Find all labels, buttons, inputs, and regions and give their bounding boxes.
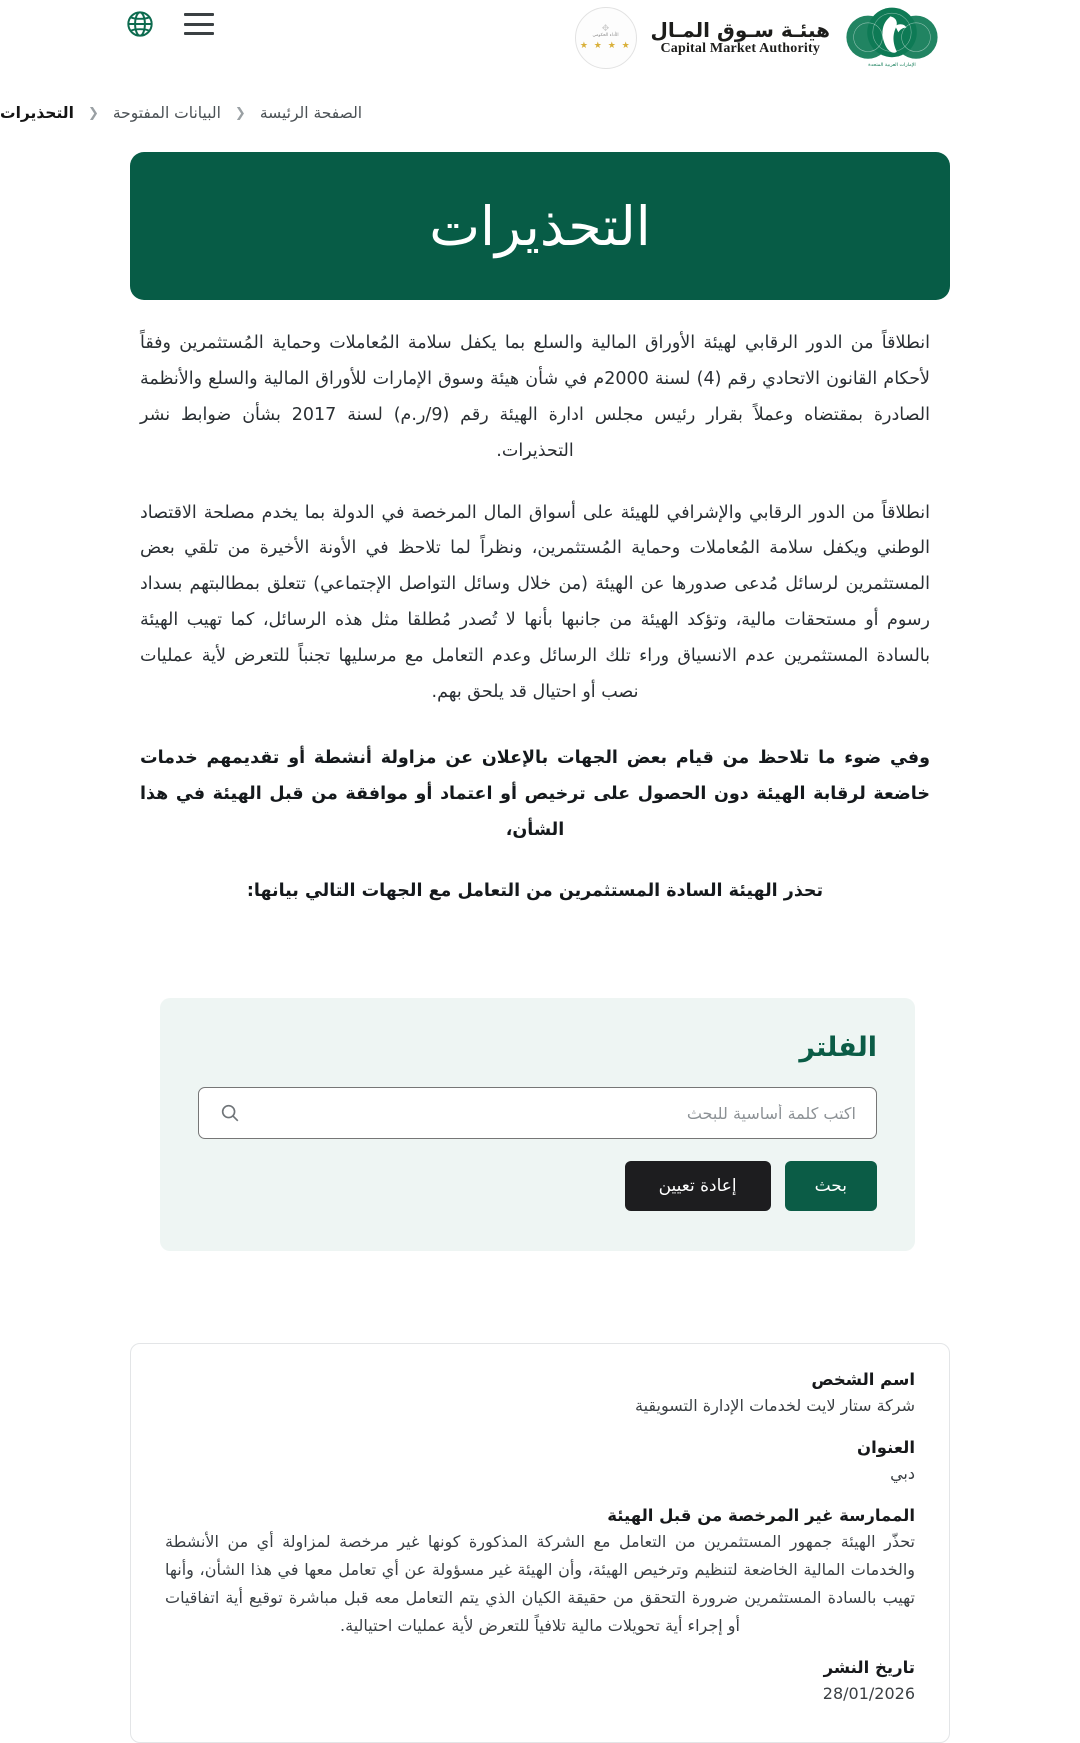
reset-button[interactable]: إعادة تعيين	[625, 1161, 771, 1211]
person-name-value: شركة ستار لايت لخدمات الإدارة التسويقية	[635, 1396, 915, 1416]
hamburger-menu-icon[interactable]	[184, 13, 214, 35]
badge-stars: ★ ★ ★ ★	[579, 40, 632, 51]
chevron-left-icon: ❮	[87, 105, 99, 121]
globe-icon[interactable]	[126, 10, 154, 38]
address-value: دبي	[890, 1464, 915, 1484]
logo-wordmark	[651, 19, 830, 56]
page-hero-banner	[130, 152, 950, 300]
search-button[interactable]: بحث	[785, 1161, 877, 1211]
page-title: التحذيرات	[429, 194, 651, 258]
search-field-wrapper[interactable]	[198, 1087, 877, 1139]
practice-value: تحذّر الهيئة جمهور المستثمرين من التعامل مع الشركة المذكورة كونها غير مرخصة لمزاولة أي من الأنشطة والخدمات المالية الخاضعة لتنظيم وترخيص الهيئة، وأن الهيئة غير مسؤولة عن أي تعامل معها في هذا الشأن، وأنها تهيب بالسادة المستثمرين ضرورة التحقق من حقيقة الكيان الذي يتم التعامل معه قبل مباشرة توقيع أية اتفاقيات أو إجراء أية تحويلات مالية تلافياً للتعرض لأية عمليات احتيالية.	[165, 1532, 915, 1636]
intro-paragraph-4: تحذر الهيئة السادة المستثمرين من التعامل مع الجهات التالي بيانها:	[246, 881, 824, 902]
svg-text:الإمارات العربية المتحدة: الإمارات العربية المتحدة	[868, 63, 916, 68]
publish-date-label: تاريخ النشر	[823, 1658, 915, 1678]
filter-panel	[160, 998, 915, 1251]
filter-title: الفلتر	[799, 1032, 877, 1064]
address-label: العنوان	[857, 1438, 915, 1458]
filter-actions	[198, 1161, 877, 1211]
person-name-label: اسم الشخص	[811, 1370, 915, 1390]
hamburger-bar	[184, 13, 214, 16]
search-icon	[219, 1102, 241, 1124]
breadcrumb-item-home[interactable]: الصفحة الرئيسة	[259, 104, 363, 122]
publish-date-value: 28/01/2026	[822, 1684, 915, 1704]
intro-paragraph-1: انطلاقاً من الدور الرقابي لهيئة الأوراق المالية والسلع بما يكفل سلامة المُعاملات وحماية المُستثمرين وفقاً لأحكام القانون الاتحادي رقم (4) لسنة 2000م في شأن هيئة وسوق الإمارات للأوراق المالية والسلع والأنظمة الصادرة بمقتضاه وعملاً بقرار رئيس مجلس ادارة الهيئة رقم (9/ر.م) لسنة 2017 بشأن ضوابط نشر التحذيرات.	[140, 333, 930, 461]
search-input[interactable]	[249, 1104, 856, 1123]
site-header	[0, 0, 1080, 74]
field-address	[165, 1438, 915, 1488]
hamburger-bar	[184, 32, 214, 35]
badge-mark-icon: ✥	[601, 24, 610, 35]
falcon-emblem-icon	[844, 5, 940, 71]
page-content	[0, 326, 1080, 910]
field-publish-date	[165, 1658, 915, 1708]
breadcrumb	[0, 74, 1080, 122]
cma-logo[interactable]	[575, 5, 940, 71]
warning-result-card	[130, 1343, 950, 1743]
intro-paragraph-2: انطلاقاً من الدور الرقابي والإشرافي للهيئة على أسواق المال المرخصة في الدولة بما يخدم مصلحة الاقتصاد الوطني ويكفل سلامة المُعاملات وحماية المُستثمرين، ونظراً لما تلاحظ في الأونة الأخيرة من تلقي بعض المستثمرين لرسائل مُدعى صدورها عن الهيئة (من خلال وسائل التواصل الإجتماعي) تتعلق بمطالبتهم بسداد رسوم أو مستحقات مالية، وتؤكد الهيئة من جانبها بأنها لا تُصدر مُطلقا مثل هذه الرسائل، كما تهيب الهيئة بالسادة المستثمرين عدم الانسياق وراء تلك الرسائل وعدم التعامل مع مرسليها تجنباً للتعرض لأية عمليات نصب أو احتيال قد يلحق بهم.	[140, 502, 930, 702]
government-performance-badge	[575, 7, 637, 69]
header-left-controls	[126, 10, 214, 38]
breadcrumb-item-open-data[interactable]: البيانات المفتوحة	[112, 104, 221, 122]
field-unlicensed-practice	[165, 1506, 915, 1640]
badge-text: الأداء الحكومي	[592, 33, 619, 39]
logo-arabic-name: هيئـة سـوق المـال	[650, 18, 830, 43]
field-person-name	[165, 1370, 915, 1420]
chevron-left-icon: ❮	[234, 105, 246, 121]
logo-english-name: Capital Market Authority	[660, 41, 821, 57]
breadcrumb-item-current: التحذيرات	[0, 104, 74, 122]
hamburger-bar	[184, 23, 214, 26]
intro-paragraph-3: وفي ضوء ما تلاحظ من قيام بعض الجهات بالإعلان عن مزاولة أنشطة أو تقديمهم خدمات خاضعة لرقابة الهيئة دون الحصول على ترخيص أو اعتماد أو موافقة من قبل الهيئة في هذا الشأن،	[140, 747, 930, 840]
practice-label: الممارسة غير المرخصة من قبل الهيئة	[607, 1506, 915, 1526]
